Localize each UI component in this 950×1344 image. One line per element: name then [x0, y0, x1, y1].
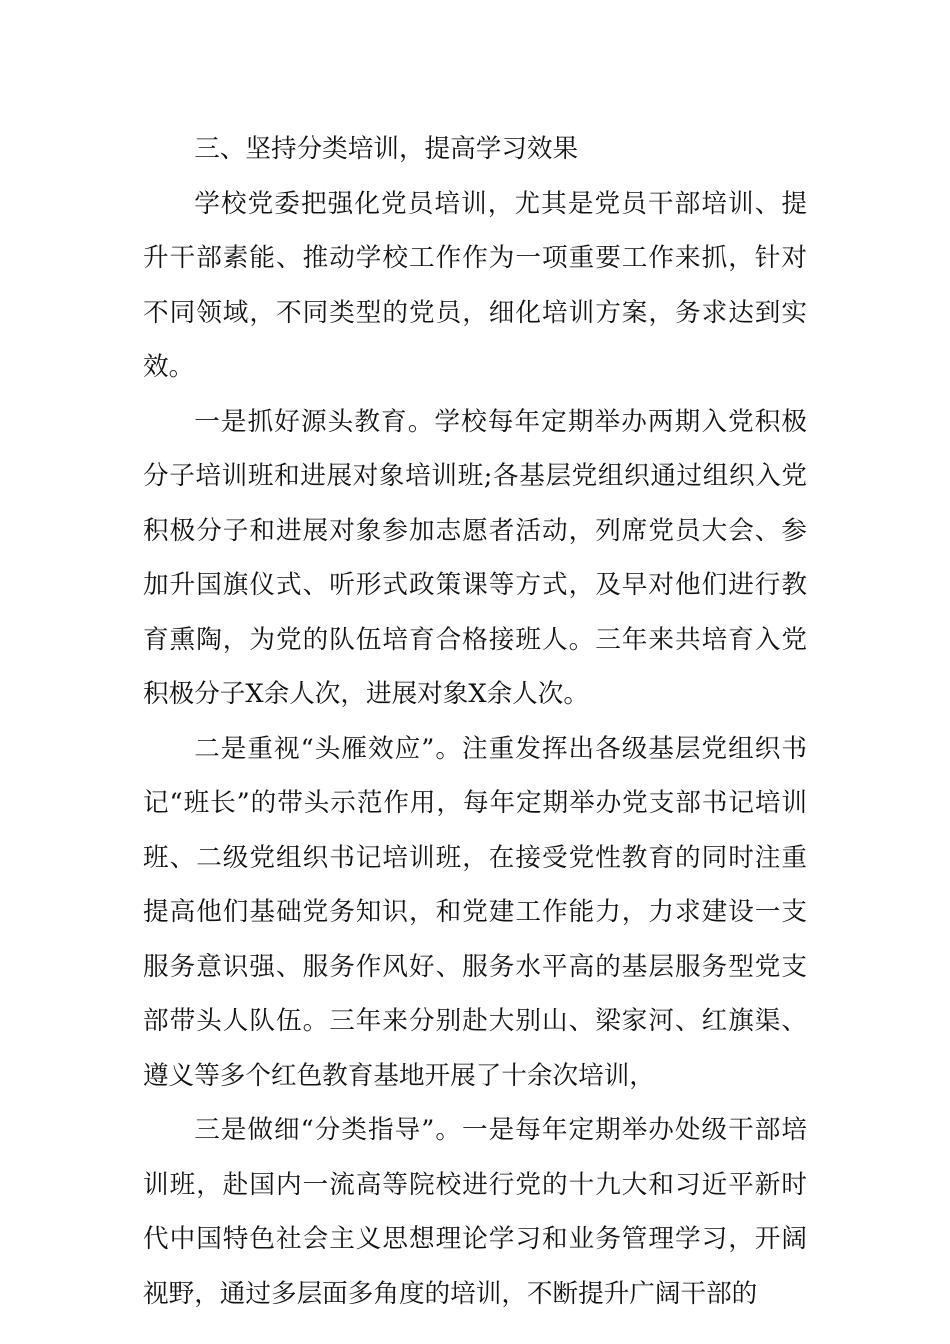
section-heading: 三、坚持分类培训，提高学习效果: [194, 134, 579, 164]
document-body: [143, 122, 807, 1321]
paragraph-source-education: 一是抓好源头教育。学校每年定期举办两期入党积极分子培训班和进展对象培训班;各基层党组织通过组织入党积极分子和进展对象参加志愿者活动，列席党员大会、参加升国旗仪式、听形式政策课等方式，及早对他们进行教育熏陶，为党的队伍培育合格接班人。三年来共培育入党积极分子X余人次，进展对象X余人次。: [143, 406, 807, 709]
paragraph-intro: 学校党委把强化党员培训，尤其是党员干部培训、提升干部素能、推动学校工作作为一项重要工作来抓，针对不同领域，不同类型的党员，细化培训方案，务求达到实效。: [143, 188, 807, 382]
paragraph-leader-effect: 二是重视“头雁效应”。注重发挥出各级基层党组织书记“班长”的带头示范作用，每年定期举办党支部书记培训班、二级党组织书记培训班，在接受党性教育的同时注重提高他们基础党务知识，和党建工作能力，力求建设一支服务意识强、服务作风好、服务水平高的基层服务型党支部带头人队伍。三年来分别赴大别山、梁家河、红旗渠、遵义等多个红色教育基地开展了十余次培训，: [143, 733, 807, 1091]
paragraph-category-guidance: 三是做细“分类指导”。一是每年定期举办处级干部培训班，赴国内一流高等院校进行党的十九大和习近平新时代中国特色社会主义思想理论学习和业务管理学习，开阔视野，通过多层面多角度的培训，不断提升广阔干部的: [143, 1115, 807, 1309]
